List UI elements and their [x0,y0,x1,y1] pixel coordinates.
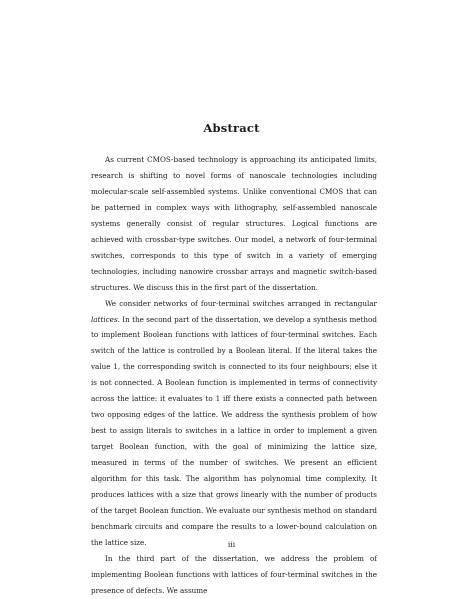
lattices-emphasis: lattices [91,314,118,324]
paragraph-1: As current CMOS-based technology is approaching its anticipated limits, research is shifting to novel forms of nanoscale technologies including molecular-scale self-assembled systems. Unlike conventional CMOS that can be patterned in complex ways with lithography, self-assembled nanoscale systems generally consist of regular structures. Logical functions are achieved with crossbar-type switches. Our model, a network of four-terminal switches, corresponds to this type of switch in a variety of emerging technologies, including nanowire crossbar arrays and magnetic switch-based structures. We discuss this in the first part of the dissertation. [91,155,377,292]
page-title: Abstract [203,121,260,135]
paragraph-2 [91,296,377,551]
paragraph-3: In the third part of the dissertation, we address the problem of implementing Boolean functions with lattices of four-terminal switches in the presence of defects. We assume [91,553,377,595]
paragraph-2-rest: . In the second part of the dissertation, we develop a synthesis method to implement Boolean functions with lattices of four-terminal switches. Each switch of the lattice is controlled by a Boolean literal. If the literal takes the value 1, the corresponding switch is connected to its four neighbours; else it is not connected. A Boolean function is implemented in terms of connectivity across the lattice: it evaluates to 1 iff there exists a connected path between two opposing edges of the lattice. We address the synthesis problem of how best to assign literals to switches in a lattice in order to implement a given target Boolean function, with the goal of minimizing the lattice size, measured in terms of the number of switches. We present an efficient algorithm for this task. The algorithm has polynomial time complexity. It produces lattices with a size that grows linearly with the number of products of the target Boolean function. We evaluate our synthesis method on standard benchmark circuits and compare the results to a lower-bound calculation on the lattice size. [91,314,377,547]
paragraph-2-lead: We consider networks of four-terminal switches arranged in rectangular [105,298,377,308]
page-number: iii [227,540,236,549]
abstract-body [91,152,377,599]
